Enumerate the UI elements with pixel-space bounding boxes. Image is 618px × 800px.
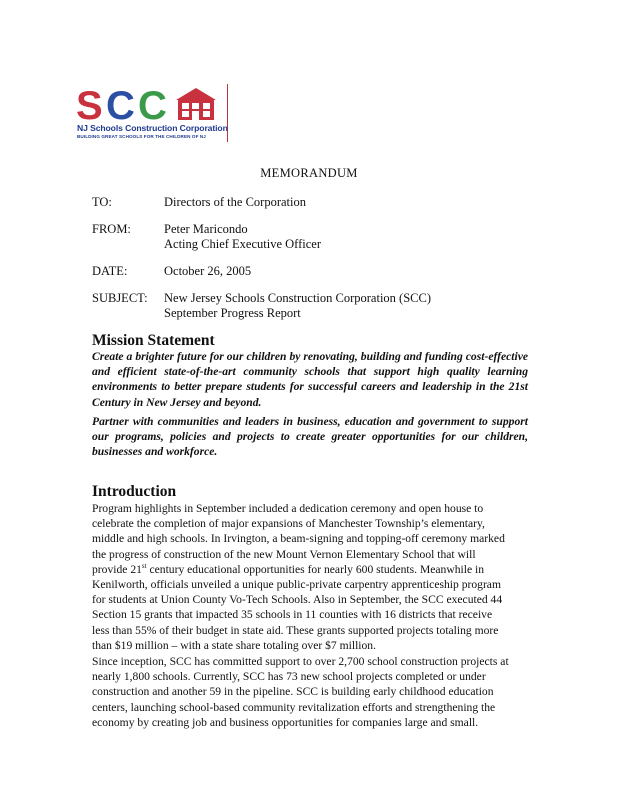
from-name: Peter Maricondo — [164, 222, 248, 236]
introduction-paragraph-2 — [92, 654, 532, 730]
intro-line — [92, 562, 532, 577]
intro-line: than $19 million – with a state share totaling over $7 million. — [92, 638, 377, 652]
intro-line: Section 15 grants that impacted 35 schools in 11 counties with 16 districts that receive — [92, 608, 493, 622]
intro-line: Program highlights in September included a dedication ceremony and open house to — [92, 502, 484, 515]
memo-title: MEMORANDUM — [260, 166, 358, 180]
intro-line: nearly 1,800 schools. Currently, SCC has 73 new school projects completed or under — [92, 670, 486, 684]
scc-logo-graphic — [76, 86, 226, 124]
logo-letter-s: S — [76, 86, 103, 124]
ordinal-suffix: st — [141, 561, 147, 570]
intro-line: less than 55% of their budget in state aid. These grants supported projects totaling more — [92, 623, 499, 637]
logo-letter-c1: C — [106, 86, 135, 124]
introduction-heading: Introduction — [92, 483, 177, 500]
date-value: October 26, 2005 — [164, 264, 252, 278]
schoolhouse-icon — [176, 88, 216, 120]
logo-org-name: NJ Schools Construction Corporation — [77, 123, 228, 133]
date-label: DATE: — [92, 264, 128, 278]
introduction-paragraph-1 — [92, 501, 532, 653]
intro-line: centers, launching school-based community revitalization efforts and strengthening the — [92, 700, 496, 714]
intro-line: economy by creating job and business opportunities for companies large and small. — [92, 715, 479, 729]
subject-label: SUBJECT: — [92, 291, 148, 305]
intro-line: celebrate the completion of major expansions of Manchester Township’s elementary, — [92, 517, 485, 531]
intro-line: Kenilworth, officials unveiled a unique public-private carpentry apprenticeship program — [92, 578, 501, 592]
to-label: TO: — [92, 195, 112, 209]
intro-line: construction and another 59 in the pipeline. SCC is building early childhood education — [92, 685, 494, 699]
scc-logo — [74, 82, 234, 146]
mission-paragraph-1: Create a brighter future for our children by renovating, building and funding cost-effective and efficient state-of-the-art community schools that support high quality learning environments to better prepare students for successful careers and leadership in the 21st Century in New Jersey and beyond. — [92, 350, 528, 409]
mission-heading: Mission Statement — [92, 332, 215, 349]
logo-letter-c2: C — [138, 86, 167, 124]
logo-tagline: BUILDING GREAT SCHOOLS FOR THE CHILDREN OF NJ — [77, 134, 206, 139]
mission-paragraph-2: Partner with communities and leaders in business, education and government to support our programs, policies and projects to create greater opportunities for our children, businesses and workforce. — [92, 415, 528, 459]
intro-line-pre: provide 21 — [92, 562, 142, 576]
intro-line: the progress of construction of the new Mount Vernon Elementary School that will — [92, 547, 476, 561]
to-value: Directors of the Corporation — [164, 195, 306, 209]
from-label: FROM: — [92, 222, 131, 236]
subject-line-1: New Jersey Schools Construction Corporation (SCC) — [164, 291, 431, 305]
subject-value — [164, 291, 431, 321]
intro-line-post: century educational opportunities for nearly 600 students. Meanwhile in — [146, 562, 485, 576]
logo-divider — [227, 84, 228, 142]
from-value — [164, 222, 321, 252]
intro-line: Since inception, SCC has committed support to over 2,700 school construction projects at — [92, 655, 509, 668]
intro-line: for students at Union County Vo-Tech Schools. Also in September, the SCC executed 44 — [92, 593, 503, 607]
from-title: Acting Chief Executive Officer — [164, 237, 322, 251]
intro-line: middle and high schools. In Irvington, a beam-signing and topping-off ceremony marked — [92, 532, 505, 546]
subject-line-2: September Progress Report — [164, 306, 301, 320]
